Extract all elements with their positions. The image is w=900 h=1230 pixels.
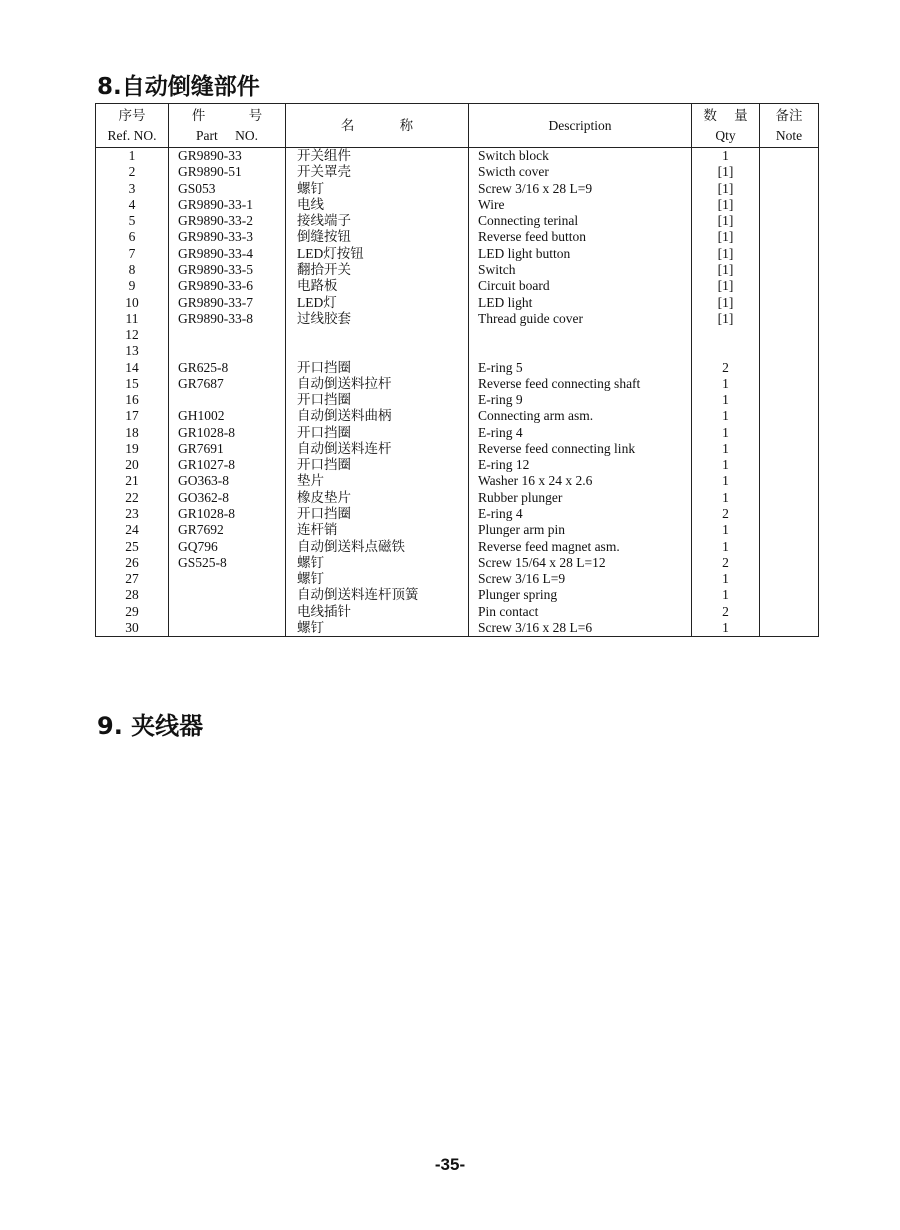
qty-cell: 1	[692, 392, 760, 408]
part-number-cell: GS525-8	[169, 555, 286, 571]
header-description-en: Description	[548, 117, 612, 133]
parts-table-header	[96, 104, 819, 148]
note-cell	[760, 197, 819, 213]
name-cn-cell: 自动倒送料曲柄	[286, 408, 469, 424]
description-cell: Reverse feed magnet asm.	[469, 538, 692, 554]
note-cell	[760, 603, 819, 619]
description-cell: Screw 3/16 x 28 L=9	[469, 181, 692, 197]
description-cell: Connecting arm asm.	[469, 408, 692, 424]
description-cell: Reverse feed connecting shaft	[469, 376, 692, 392]
note-cell	[760, 294, 819, 310]
description-cell	[469, 343, 692, 359]
part-number-cell: GH1002	[169, 408, 286, 424]
qty-cell: 1	[692, 441, 760, 457]
qty-cell: 2	[692, 359, 760, 375]
ref-cell: 17	[96, 408, 169, 424]
note-cell	[760, 555, 819, 571]
header-ref-cn: 序号	[118, 107, 146, 123]
qty-cell: [1]	[692, 181, 760, 197]
part-number-cell: GR9890-33	[169, 148, 286, 165]
part-number-cell: GR7692	[169, 522, 286, 538]
ref-cell: 30	[96, 620, 169, 637]
name-cn-cell	[286, 343, 469, 359]
header-note-en: Note	[775, 127, 803, 143]
qty-cell: 1	[692, 522, 760, 538]
qty-cell: 1	[692, 571, 760, 587]
table-row	[96, 425, 819, 441]
description-cell: Screw 15/64 x 28 L=12	[469, 555, 692, 571]
table-row	[96, 473, 819, 489]
part-number-cell: GR9890-33-8	[169, 311, 286, 327]
description-cell: Pin contact	[469, 603, 692, 619]
qty-cell: 1	[692, 538, 760, 554]
description-cell: Reverse feed button	[469, 229, 692, 245]
table-row	[96, 457, 819, 473]
note-cell	[760, 490, 819, 506]
part-number-cell: GR7687	[169, 376, 286, 392]
qty-cell: 1	[692, 425, 760, 441]
qty-cell: 1	[692, 408, 760, 424]
note-cell	[760, 620, 819, 637]
part-number-cell	[169, 603, 286, 619]
ref-cell: 4	[96, 197, 169, 213]
name-cn-cell: 螺钉	[286, 571, 469, 587]
qty-cell: 1	[692, 587, 760, 603]
description-cell: Thread guide cover	[469, 311, 692, 327]
qty-cell: 1	[692, 148, 760, 165]
table-row	[96, 571, 819, 587]
table-row	[96, 327, 819, 343]
ref-cell: 3	[96, 181, 169, 197]
part-number-cell: GS053	[169, 181, 286, 197]
ref-cell: 25	[96, 538, 169, 554]
name-cn-cell: 自动倒送料连杆顶簧	[286, 587, 469, 603]
description-cell: Washer 16 x 24 x 2.6	[469, 473, 692, 489]
ref-cell: 10	[96, 294, 169, 310]
ref-cell: 20	[96, 457, 169, 473]
name-cn-cell: 橡皮垫片	[286, 490, 469, 506]
table-row	[96, 213, 819, 229]
description-cell: Plunger arm pin	[469, 522, 692, 538]
table-row	[96, 408, 819, 424]
name-cn-cell	[286, 327, 469, 343]
description-cell: Screw 3/16 x 28 L=6	[469, 620, 692, 637]
part-number-cell: GR1028-8	[169, 506, 286, 522]
note-cell	[760, 571, 819, 587]
name-cn-cell: 电线	[286, 197, 469, 213]
ref-cell: 22	[96, 490, 169, 506]
note-cell	[760, 392, 819, 408]
header-ref	[96, 104, 169, 148]
part-number-cell	[169, 620, 286, 637]
note-cell	[760, 522, 819, 538]
part-number-cell	[169, 343, 286, 359]
page-number: -35-	[434, 1155, 466, 1174]
header-part-en: Part NO.	[196, 127, 258, 143]
name-cn-cell: 接线端子	[286, 213, 469, 229]
qty-cell: 1	[692, 620, 760, 637]
name-cn-cell: 翻拾开关	[286, 262, 469, 278]
qty-cell: [1]	[692, 311, 760, 327]
ref-cell: 27	[96, 571, 169, 587]
note-cell	[760, 262, 819, 278]
ref-cell: 14	[96, 359, 169, 375]
name-cn-cell: LED灯	[286, 294, 469, 310]
description-cell: Wire	[469, 197, 692, 213]
note-cell	[760, 148, 819, 165]
part-number-cell	[169, 587, 286, 603]
description-cell: E-ring 9	[469, 392, 692, 408]
note-cell	[760, 343, 819, 359]
qty-cell: 2	[692, 603, 760, 619]
section-9-title: 9. 夹线器	[97, 712, 204, 740]
qty-cell: [1]	[692, 229, 760, 245]
ref-cell: 2	[96, 164, 169, 180]
ref-cell: 8	[96, 262, 169, 278]
name-cn-cell: 倒缝按钮	[286, 229, 469, 245]
description-cell: Connecting terinal	[469, 213, 692, 229]
table-row	[96, 343, 819, 359]
table-row	[96, 587, 819, 603]
ref-cell: 13	[96, 343, 169, 359]
qty-cell: [1]	[692, 213, 760, 229]
header-qty-cn: 数 量	[703, 107, 748, 123]
part-number-cell	[169, 392, 286, 408]
table-row	[96, 246, 819, 262]
table-row	[96, 522, 819, 538]
part-number-cell: GR9890-33-6	[169, 278, 286, 294]
part-number-cell: GR9890-51	[169, 164, 286, 180]
part-number-cell	[169, 327, 286, 343]
note-cell	[760, 246, 819, 262]
qty-cell: 1	[692, 457, 760, 473]
table-row	[96, 555, 819, 571]
table-row	[96, 262, 819, 278]
ref-cell: 24	[96, 522, 169, 538]
ref-cell: 21	[96, 473, 169, 489]
part-number-cell: GR7691	[169, 441, 286, 457]
parts-table	[95, 103, 819, 637]
header-ref-en: Ref. NO.	[107, 127, 157, 143]
ref-cell: 11	[96, 311, 169, 327]
description-cell: E-ring 5	[469, 359, 692, 375]
note-cell	[760, 457, 819, 473]
parts-table-body	[96, 148, 819, 637]
part-number-cell: GR9890-33-2	[169, 213, 286, 229]
note-cell	[760, 229, 819, 245]
part-number-cell	[169, 571, 286, 587]
description-cell: LED light	[469, 294, 692, 310]
table-row	[96, 441, 819, 457]
name-cn-cell: 电路板	[286, 278, 469, 294]
note-cell	[760, 506, 819, 522]
description-cell: Reverse feed connecting link	[469, 441, 692, 457]
header-description	[469, 104, 692, 148]
table-row	[96, 490, 819, 506]
name-cn-cell: 自动倒送料点磁铁	[286, 538, 469, 554]
description-cell: Switch	[469, 262, 692, 278]
description-cell: E-ring 4	[469, 506, 692, 522]
name-cn-cell: 开口挡圈	[286, 457, 469, 473]
part-number-cell: GR9890-33-7	[169, 294, 286, 310]
ref-cell: 19	[96, 441, 169, 457]
table-row	[96, 148, 819, 165]
name-cn-cell: 开口挡圈	[286, 359, 469, 375]
table-row	[96, 229, 819, 245]
header-note-cn: 备注	[775, 107, 803, 123]
ref-cell: 15	[96, 376, 169, 392]
description-cell: Rubber plunger	[469, 490, 692, 506]
qty-cell: [1]	[692, 197, 760, 213]
table-row	[96, 603, 819, 619]
note-cell	[760, 359, 819, 375]
note-cell	[760, 327, 819, 343]
note-cell	[760, 164, 819, 180]
header-qty	[692, 104, 760, 148]
part-number-cell: GR1027-8	[169, 457, 286, 473]
qty-cell: 1	[692, 473, 760, 489]
ref-cell: 28	[96, 587, 169, 603]
part-number-cell: GO363-8	[169, 473, 286, 489]
description-cell: E-ring 12	[469, 457, 692, 473]
table-row	[96, 376, 819, 392]
name-cn-cell: 自动倒送料连杆	[286, 441, 469, 457]
table-row	[96, 620, 819, 637]
header-part	[169, 104, 286, 148]
note-cell	[760, 441, 819, 457]
table-row	[96, 311, 819, 327]
table-row	[96, 538, 819, 554]
ref-cell: 29	[96, 603, 169, 619]
part-number-cell: GQ796	[169, 538, 286, 554]
qty-cell: [1]	[692, 262, 760, 278]
qty-cell: 2	[692, 506, 760, 522]
name-cn-cell: 自动倒送料拉杆	[286, 376, 469, 392]
table-row	[96, 359, 819, 375]
table-row	[96, 294, 819, 310]
note-cell	[760, 278, 819, 294]
name-cn-cell: 开口挡圈	[286, 506, 469, 522]
header-name	[286, 104, 469, 148]
note-cell	[760, 473, 819, 489]
note-cell	[760, 408, 819, 424]
qty-cell: 2	[692, 555, 760, 571]
part-number-cell: GR9890-33-4	[169, 246, 286, 262]
table-row	[96, 392, 819, 408]
header-part-cn: 件 号	[191, 107, 263, 123]
description-cell: Swicth cover	[469, 164, 692, 180]
part-number-cell: GR9890-33-3	[169, 229, 286, 245]
note-cell	[760, 376, 819, 392]
ref-cell: 18	[96, 425, 169, 441]
name-cn-cell: 开关罩壳	[286, 164, 469, 180]
qty-cell: [1]	[692, 294, 760, 310]
table-row	[96, 506, 819, 522]
name-cn-cell: 开关组件	[286, 148, 469, 165]
qty-cell	[692, 327, 760, 343]
part-number-cell: GR625-8	[169, 359, 286, 375]
qty-cell: [1]	[692, 164, 760, 180]
name-cn-cell: 开口挡圈	[286, 392, 469, 408]
table-row	[96, 197, 819, 213]
table-row	[96, 278, 819, 294]
note-cell	[760, 587, 819, 603]
name-cn-cell: 过线胶套	[286, 311, 469, 327]
qty-cell	[692, 343, 760, 359]
ref-cell: 12	[96, 327, 169, 343]
part-number-cell: GO362-8	[169, 490, 286, 506]
header-qty-en: Qty	[715, 127, 736, 143]
name-cn-cell: 开口挡圈	[286, 425, 469, 441]
ref-cell: 16	[96, 392, 169, 408]
name-cn-cell: 螺钉	[286, 555, 469, 571]
name-cn-cell: 连杆销	[286, 522, 469, 538]
ref-cell: 23	[96, 506, 169, 522]
ref-cell: 6	[96, 229, 169, 245]
description-cell: LED light button	[469, 246, 692, 262]
name-cn-cell: 螺钉	[286, 620, 469, 637]
note-cell	[760, 213, 819, 229]
qty-cell: 1	[692, 490, 760, 506]
qty-cell: [1]	[692, 246, 760, 262]
table-row	[96, 181, 819, 197]
note-cell	[760, 311, 819, 327]
name-cn-cell: 垫片	[286, 473, 469, 489]
ref-cell: 26	[96, 555, 169, 571]
note-cell	[760, 538, 819, 554]
section-8-title: 8.自动倒缝部件	[97, 74, 260, 100]
description-cell: Circuit board	[469, 278, 692, 294]
description-cell: Plunger spring	[469, 587, 692, 603]
ref-cell: 1	[96, 148, 169, 165]
description-cell: Switch block	[469, 148, 692, 165]
name-cn-cell: 螺钉	[286, 181, 469, 197]
ref-cell: 7	[96, 246, 169, 262]
qty-cell: [1]	[692, 278, 760, 294]
qty-cell: 1	[692, 376, 760, 392]
note-cell	[760, 425, 819, 441]
part-number-cell: GR9890-33-1	[169, 197, 286, 213]
table-row	[96, 164, 819, 180]
header-note	[760, 104, 819, 148]
description-cell	[469, 327, 692, 343]
name-cn-cell: LED灯按钮	[286, 246, 469, 262]
header-name-cn: 名 称	[340, 117, 414, 133]
part-number-cell: GR1028-8	[169, 425, 286, 441]
description-cell: Screw 3/16 L=9	[469, 571, 692, 587]
description-cell: E-ring 4	[469, 425, 692, 441]
name-cn-cell: 电线插针	[286, 603, 469, 619]
part-number-cell: GR9890-33-5	[169, 262, 286, 278]
ref-cell: 9	[96, 278, 169, 294]
note-cell	[760, 181, 819, 197]
ref-cell: 5	[96, 213, 169, 229]
